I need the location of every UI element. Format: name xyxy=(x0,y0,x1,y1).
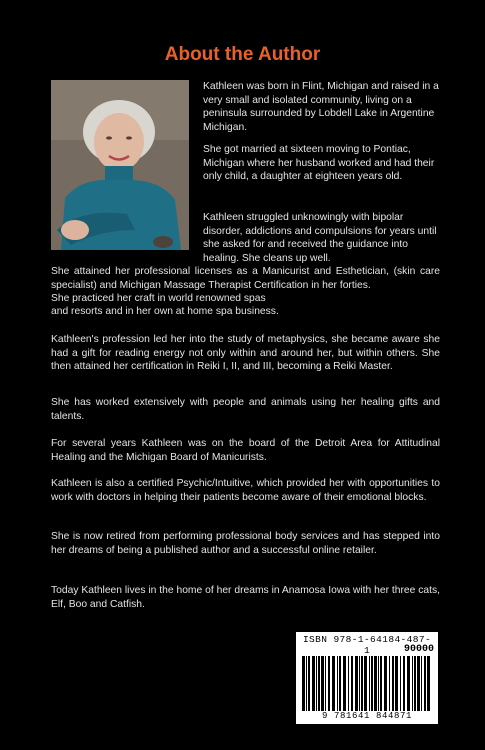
barcode-bar xyxy=(325,656,326,711)
barcode-bar xyxy=(412,656,413,711)
paragraph-retired: She is now retired from performing professional body services and has stepped into her dreams of being a published author and a successful online retailer. xyxy=(51,531,440,556)
portrait-icon xyxy=(51,80,189,250)
paragraph-metaphysics: Kathleen's profession led her into the study of metaphysics, she became aware she had a gift for reading energy not only within and around her, but within others. She then attained her certification in Reiki I, II, and III, becoming a Reiki Master. xyxy=(51,334,440,372)
paragraph-birth: Kathleen was born in Flint, Michigan and raised in a very small and isolated community, living on a peninsula surrounded by Lobdell Lake in Argentine Michigan. xyxy=(203,81,439,133)
paragraph-resorts: and resorts and in her own at home spa business. xyxy=(51,306,279,317)
paragraph-home: Today Kathleen lives in the home of her dreams in Anamosa Iowa with her three cats, Elf, Boo and Catfish. xyxy=(51,585,440,610)
barcode-bar xyxy=(380,656,382,711)
barcode-bar xyxy=(337,656,338,711)
barcode-bar xyxy=(348,656,349,711)
barcode-bar xyxy=(308,656,310,711)
barcode-digits: 9 781641 844871 xyxy=(321,711,412,721)
barcode-bar xyxy=(339,656,341,711)
barcode-bar xyxy=(302,656,305,711)
barcode-bar xyxy=(312,656,315,711)
barcode-bar xyxy=(384,656,387,711)
barcode-bar xyxy=(355,656,358,711)
paragraph-spas: She practiced her craft in world renowned spas xyxy=(51,293,266,304)
barcode-bar xyxy=(371,656,373,711)
isbn-barcode xyxy=(296,632,438,724)
isbn-text: ISBN 978-1-64184-487-1 xyxy=(302,634,432,656)
paragraph-animals: She has worked extensively with people and animals using her healing gifts and talents. xyxy=(51,397,440,422)
barcode-bar xyxy=(332,656,335,711)
barcode-bar xyxy=(321,656,324,711)
page-title: About the Author xyxy=(164,44,321,65)
barcode-bar xyxy=(306,656,307,711)
paragraph-board: For several years Kathleen was on the board of the Detroit Area for Attitudinal Healing and the Michigan Board of Manicurists. xyxy=(51,438,440,463)
barcode-bar xyxy=(424,656,426,711)
barcode-bar xyxy=(316,656,317,711)
paragraph-psychic: Kathleen is also a certified Psychic/Intuitive, which provided her with opportunities to work with doctors in helping their patients become aware of their emotional blocks. xyxy=(51,478,440,503)
price-code: 90000 xyxy=(404,644,435,655)
barcode-bar xyxy=(421,656,422,711)
barcode-bar xyxy=(361,656,363,711)
barcode-bar xyxy=(417,656,420,711)
barcode-bar xyxy=(378,656,379,711)
barcode-bar xyxy=(403,656,405,711)
barcode-bar xyxy=(374,656,377,711)
author-portrait xyxy=(51,80,189,250)
barcode-bar xyxy=(400,656,401,711)
barcode-bar xyxy=(364,656,367,711)
barcode-bar xyxy=(369,656,370,711)
paragraph-healing: Kathleen struggled unknowingly with bipolar disorder, addictions and compulsions for years until she asked for and received the guidance into healing. She cleans up well. xyxy=(203,212,437,264)
barcode-bar xyxy=(395,656,398,711)
barcode-bar xyxy=(389,656,390,711)
barcode-bar xyxy=(407,656,410,711)
barcode-bar xyxy=(427,656,430,711)
barcode-bar xyxy=(328,656,330,711)
barcode-bar xyxy=(414,656,416,711)
barcode-bar xyxy=(343,656,346,711)
barcode-bar xyxy=(359,656,360,711)
barcode-bars xyxy=(302,656,432,711)
paragraph-licenses: She attained her professional licenses as a Manicurist and Esthetician, (skin care specialist) and Michigan Massage Therapist Certification in her forties. xyxy=(51,266,440,291)
barcode-bar xyxy=(392,656,394,711)
paragraph-marriage: She got married at sixteen moving to Pontiac, Michigan where her husband worked and had their only child, a daughter at eighteen years old. xyxy=(203,144,435,182)
barcode-bar xyxy=(351,656,353,711)
barcode-bar xyxy=(318,656,320,711)
